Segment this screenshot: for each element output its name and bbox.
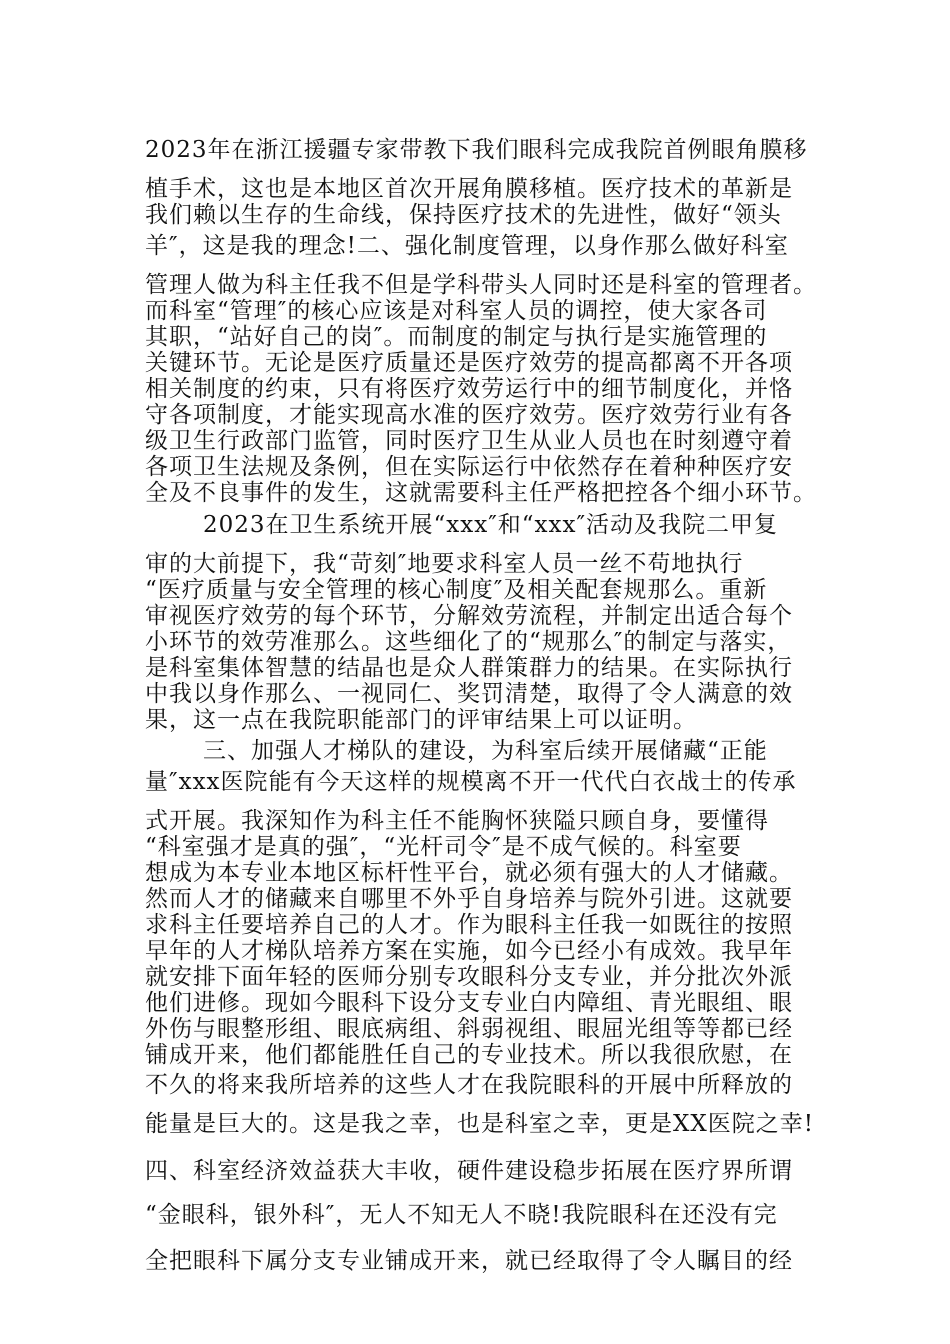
text-line-32: 外伤与眼整形组、眼底病组、斜弱视组、眼屈光组等等都已经 [145, 1016, 793, 1042]
text-line-20: 中我以身作那么、一视同仁、奖罚清楚，取得了令人满意的效 [145, 681, 793, 707]
text-line-1: 2023年在浙江援疆专家带教下我们眼科完成我院首例眼角膜移 [145, 137, 808, 163]
text-line-29: 早年的人才梯队培养方案在实施，如今已经小有成效。我早年 [145, 938, 793, 964]
text-line-8: 关键环节。无论是医疗质量还是医疗效劳的提高都离不开各项 [145, 350, 793, 376]
text-line-23: 量″xxx医院能有今天这样的规模离不开一代代白衣战士的传承 [145, 769, 797, 795]
text-line-7: 其职，“站好自己的岗″。而制度的制定与执行是实施管理的 [145, 324, 768, 350]
text-line-19: 是科室集体智慧的结晶也是众人群策群力的结果。在实际执行 [145, 655, 793, 681]
text-line-11: 级卫生行政部门监管，同时医疗卫生从业人员也在时刻遵守着 [145, 428, 793, 454]
text-line-12: 各项卫生法规及条例，但在实际运行中依然存在着种种医疗安 [145, 454, 793, 480]
text-line-26: 想成为本专业本地区标杆性平台，就必须有强大的人才储藏。 [145, 860, 793, 886]
text-line-30: 就安排下面年轻的医师分别专攻眼科分支专业，并分批次外派 [145, 964, 793, 990]
text-line-4: 羊″，这是我的理念!二、强化制度管理，以身作那么做好科室 [145, 233, 789, 259]
text-line-17: 审视医疗效劳的每个环节，分解效劳流程，并制定出适合每个 [145, 603, 793, 629]
text-line-34: 不久的将来我所培养的这些人才在我院眼科的开展中所释放的 [145, 1072, 793, 1098]
text-line-10: 守各项制度，才能实现高水准的医疗效劳。医疗效劳行业有各 [145, 402, 793, 428]
text-line-27: 然而人才的储藏来自哪里不外乎自身培养与院外引进。这就要 [145, 886, 793, 912]
text-line-28: 求科主任要培养自己的人才。作为眼科主任我一如既往的按照 [145, 912, 793, 938]
text-line-2: 植手术，这也是本地区首次开展角膜移植。医疗技术的革新是 [145, 176, 793, 202]
text-line-18: 小环节的效劳准那么。这些细化了的“规那么″的制定与落实， [145, 629, 792, 655]
text-line-3: 我们赖以生存的生命线，保持医疗技术的先进性，做好“领头 [145, 202, 782, 228]
text-line-37: “金眼科，银外科″，无人不知无人不晓!我院眼科在还没有完 [145, 1202, 778, 1228]
text-line-31: 他们进修。现如今眼科下设分支专业白内障组、青光眼组、眼 [145, 990, 793, 1016]
text-line-14: 2023在卫生系统开展“xxx″和“xxx″活动及我院二甲复 [203, 512, 779, 538]
text-line-5: 管理人做为科主任我不但是学科带头人同时还是科室的管理者。 [145, 272, 817, 298]
text-line-9: 相关制度的约束，只有将医疗效劳运行中的细节制度化，并恪 [145, 376, 793, 402]
text-line-25: “科室强才是真的强″，“光杆司令″是不成气候的。科室要 [145, 834, 742, 860]
text-line-22: 三、加强人才梯队的建设，为科室后续开展储藏“正能 [203, 738, 768, 764]
text-line-24: 式开展。我深知作为科主任不能胸怀狭隘只顾自身，要懂得 [145, 808, 769, 834]
text-line-21: 果，这一点在我院职能部门的评审结果上可以证明。 [145, 707, 697, 733]
text-line-35: 能量是巨大的。这是我之幸，也是科室之幸，更是XX医院之幸! [145, 1111, 814, 1137]
text-line-33: 铺成开来，他们都能胜任自己的专业技术。所以我很欣慰，在 [145, 1042, 793, 1068]
text-line-36: 四、科室经济效益获大丰收，硬件建设稳步拓展在医疗界所谓 [145, 1158, 793, 1184]
text-line-38: 全把眼科下属分支专业铺成开来，就已经取得了令人瞩目的经 [145, 1248, 793, 1274]
text-line-16: “医疗质量与安全管理的核心制度″及相关配套规那么。重新 [145, 577, 768, 603]
text-line-13: 全及不良事件的发生，这就需要科主任严格把控各个细小环节。 [145, 480, 817, 506]
text-line-6: 而科室“管理″的核心应该是对科室人员的调控，使大家各司 [145, 298, 768, 324]
text-line-15: 审的大前提下，我“苛刻″地要求科室人员一丝不苟地执行 [145, 551, 744, 577]
